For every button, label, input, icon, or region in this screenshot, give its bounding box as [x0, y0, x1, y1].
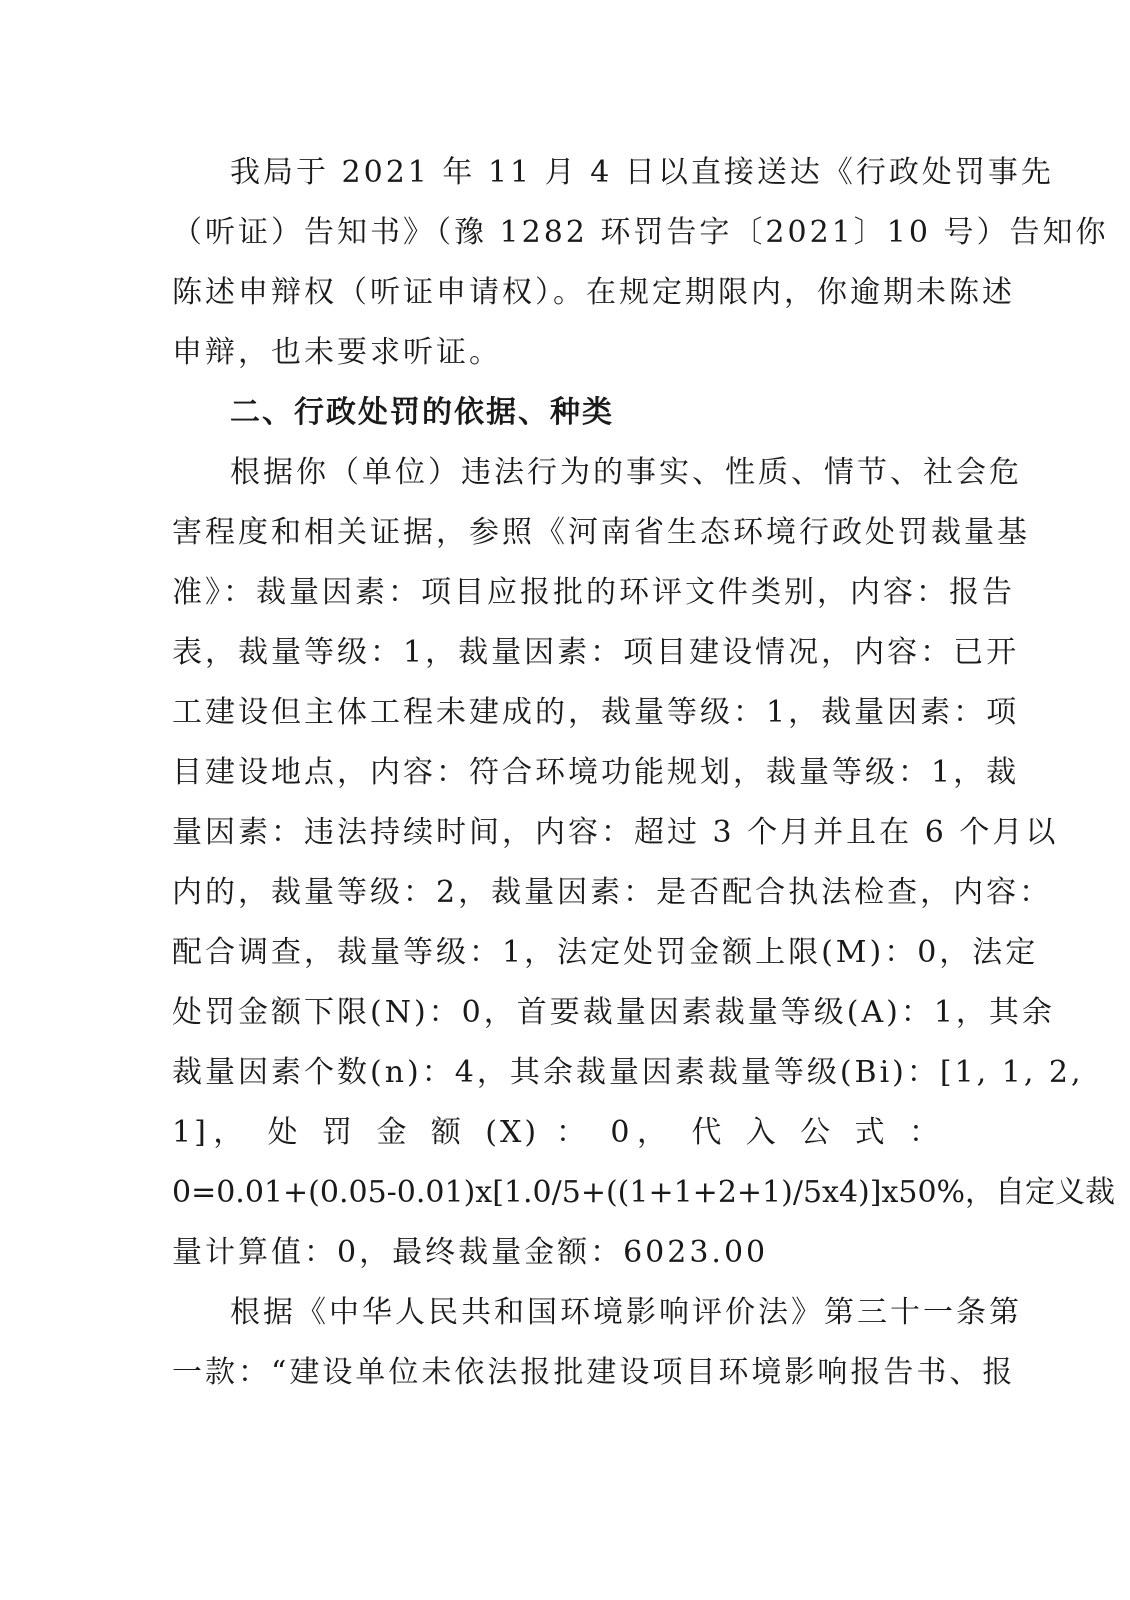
paragraph-line: 量因素：违法持续时间，内容：超过 3 个月并且在 6 个月以	[172, 815, 1059, 850]
paragraph-line: 量计算值：0，最终裁量金额：6023.00	[172, 1235, 769, 1270]
paragraph-line: 目建设地点，内容：符合环境功能规划，裁量等级：1，裁	[172, 755, 1020, 790]
paragraph-line: 一款：“建设单位未依法报批建设项目环境影响报告书、报	[172, 1355, 1016, 1390]
paragraph-line: 表，裁量等级：1，裁量因素：项目建设情况，内容：已开	[172, 635, 1020, 670]
paragraph-line: 工建设但主体工程未建成的，裁量等级：1，裁量因素：项	[172, 695, 1020, 730]
paragraph-line: 处罚金额下限(N)：0，首要裁量因素裁量等级(A)：1，其余	[172, 995, 1055, 1030]
paragraph-line: 申辩，也未要求听证。	[172, 335, 502, 370]
paragraph-line: 害程度和相关证据，参照《河南省生态环境行政处罚裁量基	[172, 515, 1030, 550]
paragraph-line: 裁量因素个数(n)：4，其余裁量因素裁量等级(Bi)：[1, 1, 2,	[172, 1055, 1084, 1090]
paragraph-line: 1]， 处 罚 金 额 (X) ： 0， 代 入 公 式 ：	[172, 1115, 942, 1150]
paragraph-line: 准》：裁量因素：项目应报批的环评文件类别，内容：报告	[172, 575, 1015, 610]
formula-line: 0=0.01+(0.05-0.01)x[1.0/5+((1+1+2+1)/5x4)]x50%，自定义裁	[172, 1175, 1116, 1210]
paragraph-line: 根据《中华人民共和国环境影响评价法》第三十一条第	[230, 1295, 1022, 1330]
paragraph-line: 陈述申辩权（听证申请权）。在规定期限内，你逾期未陈述	[172, 275, 1015, 310]
paragraph-line: 根据你（单位）违法行为的事实、性质、情节、社会危	[230, 455, 1022, 490]
paragraph-line: 配合调查，裁量等级：1，法定处罚金额上限(M)：0，法定	[172, 935, 1039, 970]
section-heading: 二、行政处罚的依据、种类	[230, 395, 614, 430]
paragraph-line: 我局于 2021 年 11 月 4 日以直接送达《行政处罚事先	[230, 155, 1054, 190]
paragraph-line: 内的，裁量等级：2，裁量因素：是否配合执法检查，内容：	[172, 875, 1053, 910]
paragraph-line: （听证）告知书》（豫 1282 环罚告字〔2021〕10 号）告知你	[172, 215, 1109, 250]
